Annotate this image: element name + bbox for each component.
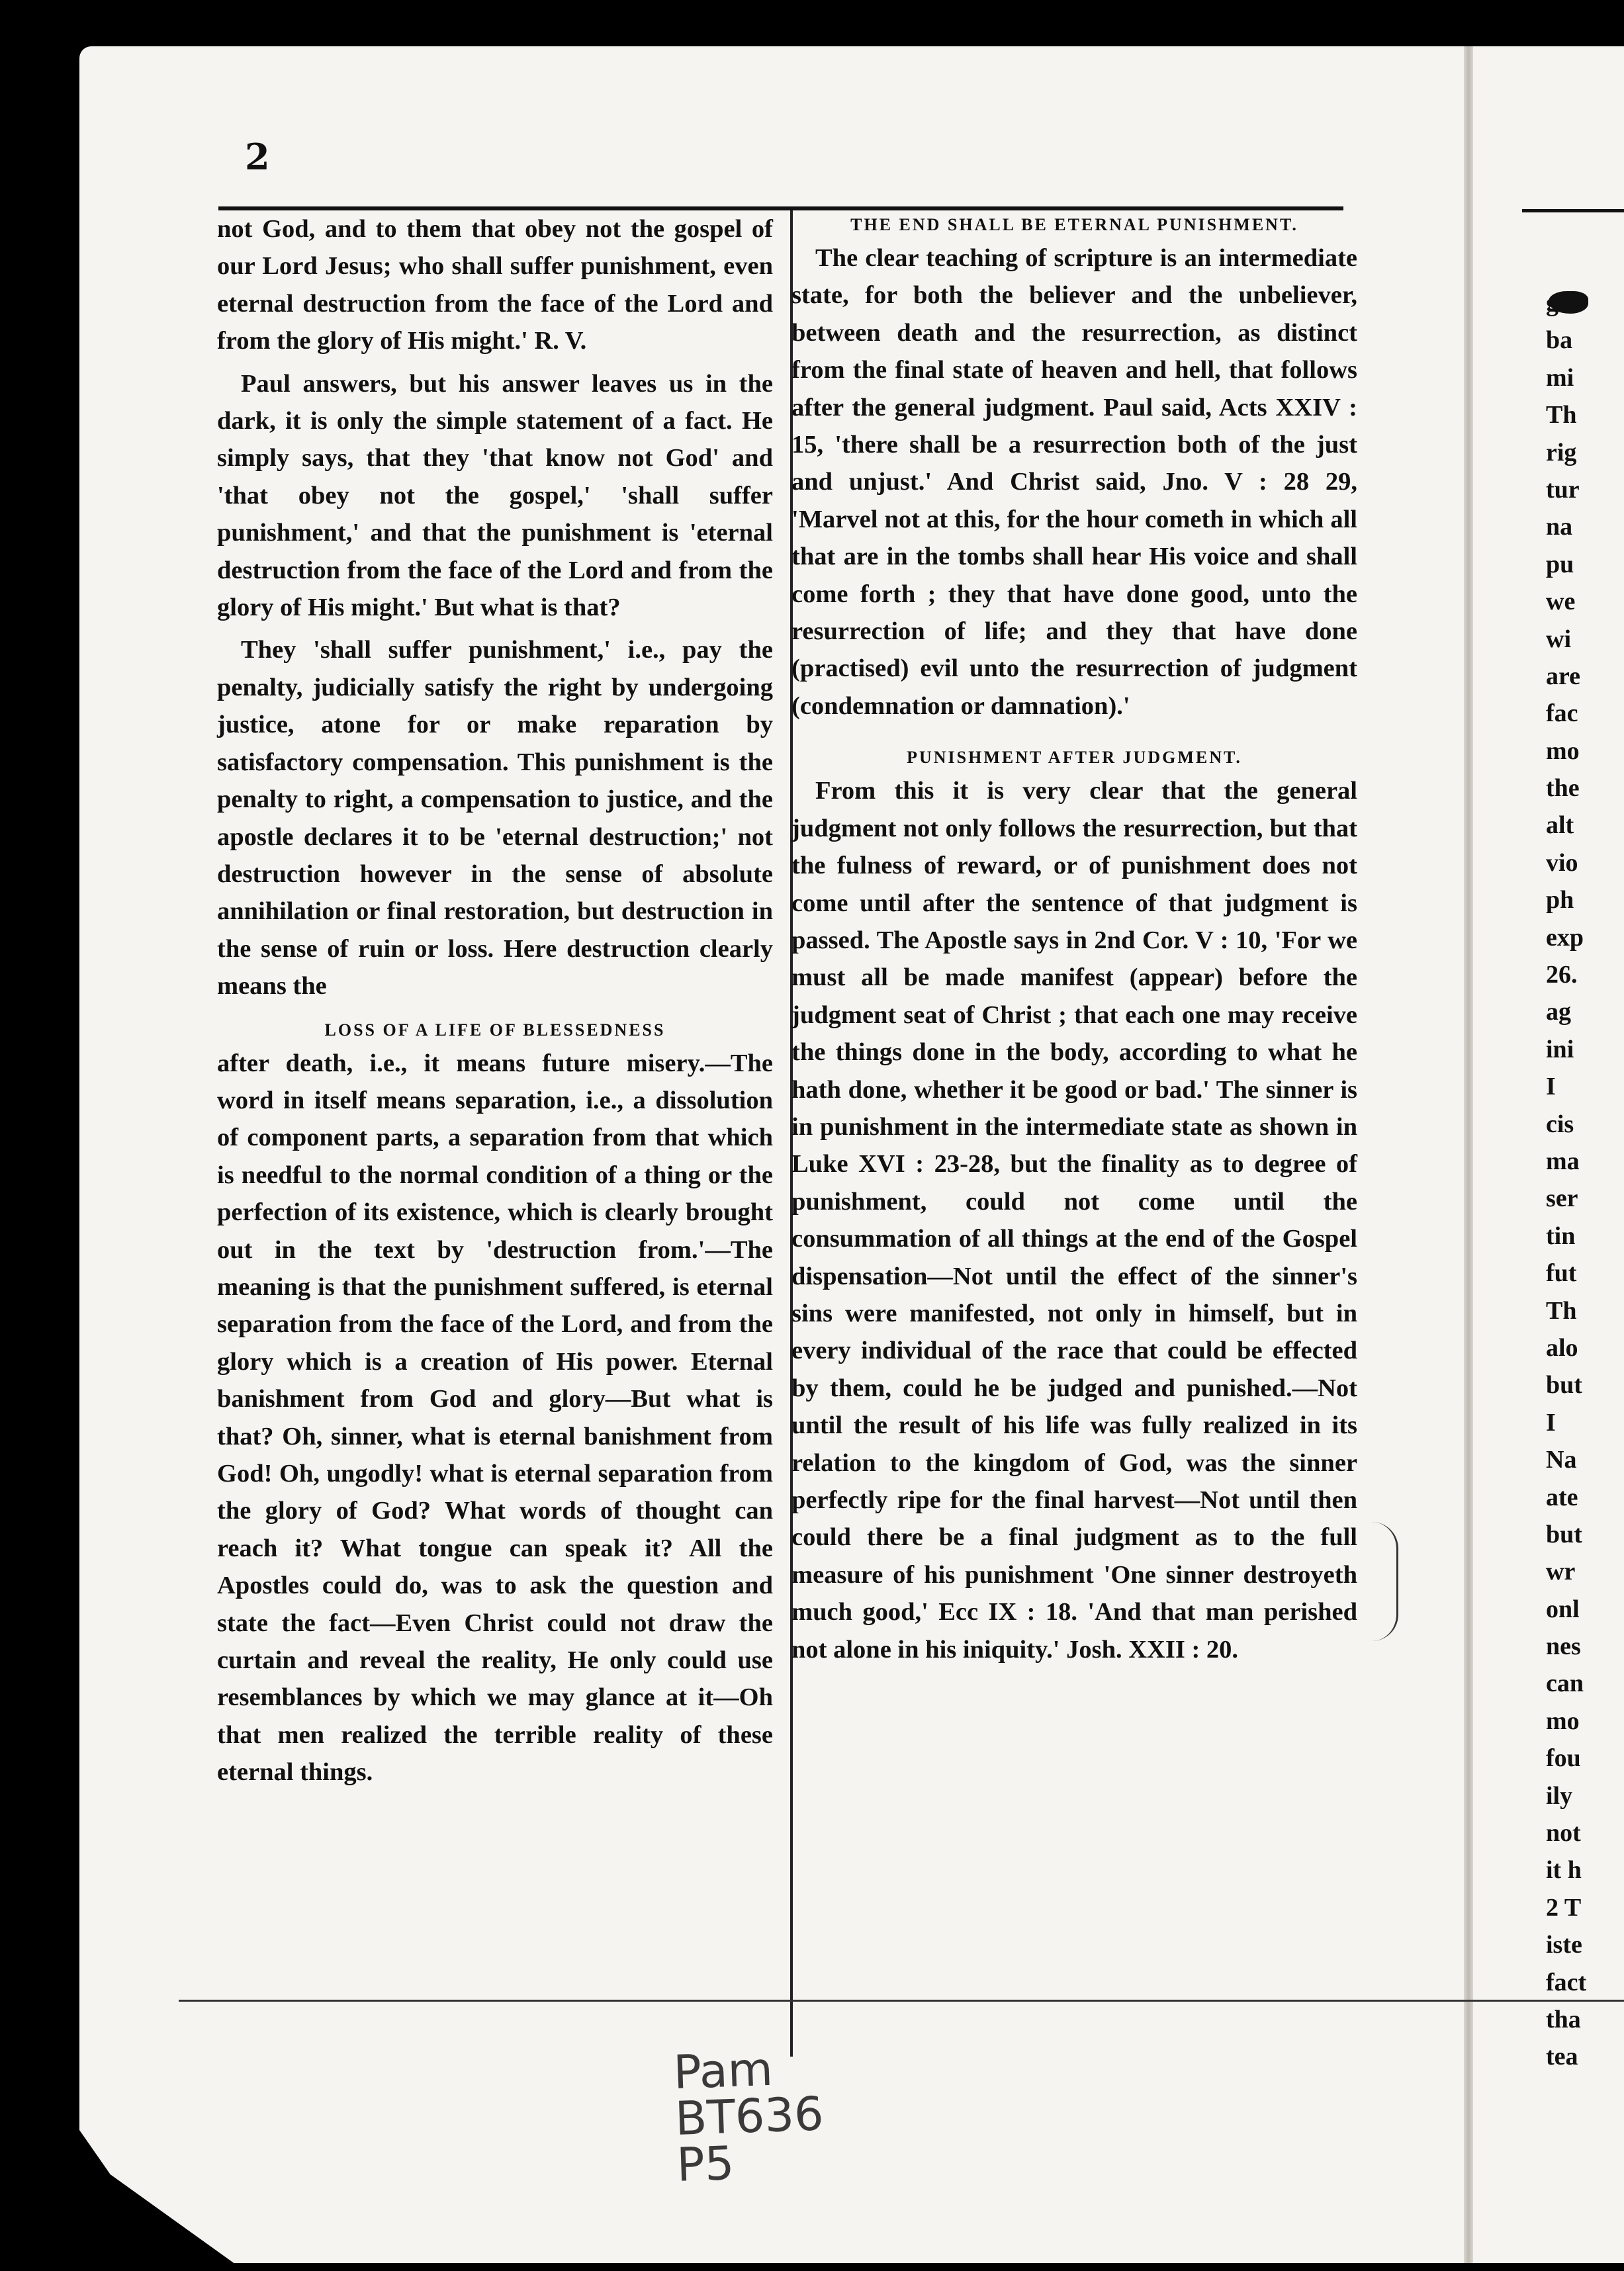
- next-page-fragment: nes: [1546, 1632, 1581, 1661]
- next-page-fragment: na: [1546, 513, 1573, 541]
- left-column: [217, 210, 773, 1791]
- next-page-fragment: pu: [1546, 550, 1574, 578]
- next-page-fragment: alt: [1546, 811, 1574, 840]
- next-page-fragment: ate: [1546, 1483, 1578, 1511]
- left-paragraph-3: They 'shall suffer punishment,' i.e., pay the penalty, judicially satisfy the right by undergoing justice, atone for or make reparation by satisfactory compensation. This punishment is the penalty to right, a compensation to justice, and the apostle declares it to be 'eternal destruction;' not destruction however in the sense of absolute annihilation or final restoration, but destruction in the sense of ruin or loss. Here destruction clearly means the: [217, 636, 773, 1001]
- next-page-fragments: [1546, 285, 1624, 2076]
- next-page-fragment: we: [1546, 588, 1576, 616]
- left-paragraph-2: Paul answers, but his answer leaves us in the dark, it is only the simple statement of a fact. He simply says, that they 'that know not God' and 'that obey not the gospel,' 'shall suffer punishment,' and that the punishment is 'eternal destruction from the face of the Lord and from the glory of His might.' But what is that?: [217, 369, 773, 622]
- next-page-fragment: cis: [1546, 1110, 1574, 1138]
- next-page-fragment: but: [1546, 1371, 1582, 1400]
- next-page-fragment: it h: [1546, 1856, 1582, 1885]
- handwritten-call-number: [672, 2040, 942, 2192]
- middle-heading-2: PUNISHMENT AFTER JUDGMENT.: [907, 748, 1242, 768]
- next-page-fragment: ph: [1546, 886, 1574, 914]
- next-page-fragment: mo: [1546, 1707, 1580, 1735]
- next-page-fragment: ag: [1546, 998, 1571, 1026]
- next-page-fragment: tha: [1546, 2005, 1581, 2033]
- next-page-fragment: mi: [1546, 363, 1574, 392]
- page-fold: [1464, 46, 1473, 2263]
- next-page-fragment: Na: [1546, 1446, 1577, 1474]
- next-page-fragment: I: [1546, 1408, 1556, 1437]
- next-page-fragment: are: [1546, 662, 1581, 690]
- next-page-fragment: go: [1546, 289, 1571, 317]
- next-page-fragment: 26.: [1546, 961, 1578, 989]
- next-page-fragment: 2 T: [1546, 1893, 1582, 1922]
- next-page-fragment: tur: [1546, 475, 1580, 504]
- left-section-heading: LOSS OF A LIFE OF BLESSEDNESS: [324, 1020, 666, 1040]
- next-page-fragment: onl: [1546, 1595, 1580, 1623]
- next-page-fragment: can: [1546, 1670, 1584, 1698]
- next-page-fragment: Th: [1546, 1296, 1577, 1325]
- next-page-fragment: wi: [1546, 625, 1571, 653]
- next-page-fragment: rig: [1546, 438, 1577, 467]
- bottom-rule: [179, 2000, 1624, 2002]
- next-page-fragment: fac: [1546, 699, 1578, 728]
- middle-paragraph-2: From this it is very clear that the general judgment not only follows the resurrection, but that the fulness of reward, or of punishment does not come until after the sentence of that judgment is passed. The Apostle says in 2nd Cor. V : 10, 'For we must all be made manifest (appear) before the judgment seat of Christ ; that each one may receive the things done in the body, according to what he hath done, whether it be good or bad.' The sinner is in punishment in the intermediate state as shown in Luke XVI : 23-28, but the finality as to degree of punishment, could not come until the consummation of all things at the end of the Gospel dispensation—Not until the effect of the sinner's sins were manifested, not only in himself, but in every individual of the race that could be effected by them, could he be judged and punished.—Not until the result of his life was fully realized in its relation to the kingdom of God, was the sinner perfectly ripe for the final harvest—Not until then could there be a final judgment as to the full measure of his punishment 'One sinner destroyeth much good,' Ecc IX : 18. 'And that man perished not alone in his iniquity.' Josh. XXII : 20.: [791, 777, 1357, 1664]
- next-page-fragment: not: [1546, 1819, 1581, 1848]
- call-number-line-1: Pam: [672, 2041, 774, 2100]
- next-page-fragment: iste: [1546, 1931, 1582, 1959]
- middle-column: [791, 210, 1357, 1668]
- next-page-fragment: exp: [1546, 923, 1584, 952]
- next-page-fragment: alo: [1546, 1333, 1578, 1362]
- next-page-fragment: I: [1546, 1073, 1556, 1101]
- left-opening-paragraph: not God, and to them that obey not the gospel of our Lord Jesus; who shall suffer punishment, even eternal destruction from the face of the Lord and from the glory of His might.' R. V.: [217, 215, 773, 355]
- next-page-fragment: ser: [1546, 1184, 1578, 1213]
- margin-bracket-mark: [1370, 1522, 1398, 1641]
- next-page-fragment: tin: [1546, 1222, 1576, 1250]
- call-number-line-2: BT636: [674, 2086, 825, 2146]
- next-page-fragment: the: [1546, 774, 1580, 803]
- next-page-fragment: ba: [1546, 326, 1573, 355]
- next-page-fragment: wr: [1546, 1558, 1576, 1586]
- next-page-fragment: ily: [1546, 1781, 1573, 1810]
- next-page-fragment: Th: [1546, 401, 1577, 429]
- next-page-fragment: fou: [1546, 1744, 1581, 1773]
- next-page-fragment: but: [1546, 1520, 1582, 1548]
- next-page-fragment: vio: [1546, 848, 1578, 877]
- middle-heading-1: THE END SHALL BE ETERNAL PUNISHMENT.: [850, 215, 1298, 234]
- next-page-fragment: ma: [1546, 1147, 1580, 1175]
- middle-paragraph-1: The clear teaching of scripture is an intermediate state, for both the believer and the unbeliever, between death and the resurrection, as distinct from the final state of heaven and hell, that follows after the general judgment. Paul said, Acts XXIV : 15, 'there shall be a resurrection both of the just and unjust.' And Christ said, Jno. V : 28 29, 'Marvel not at this, for the hour cometh in which all that are in the tombs shall hear His voice and shall come forth ; they that have done good, unto the resurrection of life; and they that have done (practised) evil unto the resurrection of judgment (condemnation or damnation).': [791, 244, 1357, 720]
- next-page-fragment: ini: [1546, 1035, 1574, 1063]
- left-paragraph-4: after death, i.e., it means future misery.—The word in itself means separation, i.e., a dissolution of component parts, a separation from that which is needful to the normal condition of a thing or the perfection of its existence, which is clearly brought out in the text by 'destruction from.'—The meaning is that the punishment suffered, is eternal separation from the face of the Lord, and from the glory which is a creation of His power. Eternal banishment from God and glory—But what is that? Oh, sinner, what is eternal banishment from God! Oh, ungodly! what is eternal separation from the glory of God? What words of thought can reach it? What tongue can speak it? All the Apostles could do, was to ask the question and state the fact—Even Christ could not draw the curtain and reveal the reality, He only could use resemblances by which we may glance at it—Oh that men realized the terrible reality of these eternal things.: [217, 1049, 773, 1787]
- next-page-fragment: fut: [1546, 1259, 1577, 1288]
- header-rule-next-page: [1522, 209, 1624, 212]
- next-page-fragment: fact: [1546, 1968, 1587, 1996]
- next-page-fragment: tea: [1546, 2043, 1578, 2071]
- call-number-line-3: P5: [676, 2135, 735, 2192]
- next-page-fragment: mo: [1546, 736, 1580, 765]
- page-number: 2: [245, 136, 270, 178]
